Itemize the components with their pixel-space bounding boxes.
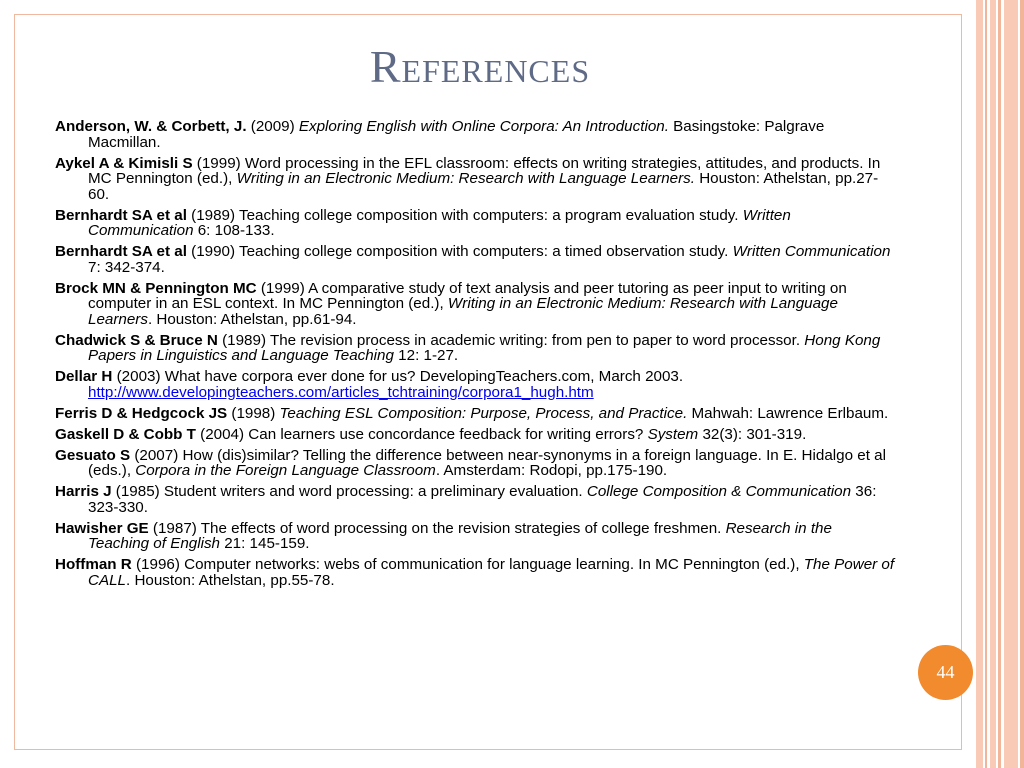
reference-title: Exploring English with Online Corpora: An Introduction.	[298, 118, 669, 135]
reference-author: Bernhardt SA et al	[55, 243, 187, 260]
stripe	[990, 0, 996, 768]
reference-text: 32(3): 301-319.	[698, 425, 807, 443]
reference-title: The Power of CALL	[88, 556, 895, 589]
reference-title: Hong Kong Papers in Linguistics and Language Teaching	[88, 331, 881, 364]
reference-author: Chadwick S & Bruce N	[55, 331, 218, 349]
reference-text: Houston: Athelstan, pp.27-60.	[88, 170, 879, 203]
reference-text: 36: 323-330.	[88, 483, 877, 516]
reference-text: (1987) The effects of word processing on the revision strategies of college freshmen.	[148, 519, 726, 537]
reference-title: Research in the Teaching of English	[88, 519, 832, 552]
reference-text: 7: 342-374.	[88, 258, 165, 276]
reference-link[interactable]: http://www.developingteachers.com/articles_tchtraining/corpora1_hugh.htm	[88, 383, 594, 401]
reference-entry	[55, 333, 895, 364]
stripe	[976, 0, 983, 768]
reference-entry	[55, 369, 895, 400]
reference-entry	[55, 244, 895, 275]
reference-entry	[55, 521, 895, 552]
reference-text: (1990) Teaching college composition with computers: a timed observation study.	[186, 243, 733, 260]
reference-entry	[55, 281, 895, 328]
reference-text: . Amsterdam: Rodopi, pp.175-190.	[435, 462, 668, 479]
reference-title: Writing in an Electronic Medium: Research with Language Learners.	[236, 170, 695, 187]
reference-title: Written Communication	[732, 243, 891, 260]
reference-text: . Houston: Athelstan, pp.61-94.	[147, 310, 357, 328]
slide-title: References	[369, 41, 591, 92]
reference-text: (1985) Student writers and word processing: a preliminary evaluation.	[111, 483, 587, 500]
reference-title: Writing in an Electronic Medium: Research with Language Learners	[88, 295, 838, 328]
reference-entry	[55, 427, 895, 443]
reference-text: . Houston: Athelstan, pp.55-78.	[126, 571, 335, 589]
reference-text: (2007) How (dis)similar? Telling the difference between near-synonyms in a foreign language. In E. Hidalgo et al (eds.),	[88, 446, 886, 479]
reference-title: Teaching ESL Composition: Purpose, Process, and Practice.	[279, 404, 688, 422]
reference-author: Hawisher GE	[55, 519, 149, 537]
reference-author: Brock MN & Pennington MC	[55, 279, 257, 297]
reference-text: (2009)	[246, 118, 299, 135]
reference-text: 6: 108-133.	[193, 222, 275, 239]
reference-text: 21: 145-159.	[220, 535, 310, 552]
reference-title: Corpora in the Foreign Language Classroom	[135, 462, 436, 479]
reference-author: Dellar H	[55, 368, 113, 385]
reference-text: (1989) Teaching college composition with computers: a program evaluation study.	[186, 206, 743, 224]
reference-text: 12: 1-27.	[393, 347, 459, 364]
stripe	[1020, 0, 1024, 768]
reference-title: Written Communication	[88, 206, 791, 239]
reference-text: (1996) Computer networks: webs of communication for language learning. In MC Pennington (ed.),	[131, 556, 804, 573]
reference-entry	[55, 406, 895, 422]
reference-author: Harris J	[55, 483, 112, 500]
reference-text: Mahwah: Lawrence Erlbaum.	[687, 404, 889, 422]
reference-entry	[55, 484, 895, 515]
reference-entry	[55, 557, 895, 588]
reference-text: (1998)	[227, 404, 280, 422]
reference-author: Ferris D & Hedgcock JS	[55, 404, 228, 422]
reference-author: Gaskell D & Cobb T	[55, 425, 196, 443]
reference-author: Gesuato S	[55, 446, 131, 464]
reference-title: System	[647, 425, 699, 443]
reference-entry	[55, 448, 895, 479]
reference-entry	[55, 208, 895, 239]
reference-text: (1989) The revision process in academic writing: from pen to paper to word processor.	[217, 331, 805, 349]
reference-author: Aykel A & Kimisli S	[55, 154, 193, 172]
reference-author: Anderson, W. & Corbett, J.	[55, 118, 247, 135]
stripe	[1004, 0, 1018, 768]
stripe	[998, 0, 1001, 768]
decorative-stripes	[976, 0, 1024, 768]
reference-author: Hoffman R	[55, 556, 132, 573]
reference-entry	[55, 119, 895, 150]
reference-text: (2003) What have corpora ever done for us? DevelopingTeachers.com, March 2003.	[112, 368, 684, 385]
reference-author: Bernhardt SA et al	[55, 206, 187, 224]
reference-entry	[55, 156, 895, 203]
page-number-badge: 44	[918, 645, 973, 700]
reference-list	[55, 119, 895, 594]
reference-text: (1999) A comparative study of text analysis and peer tutoring as peer input to writing on computer in an ESL context. In MC Pennington (ed.),	[88, 279, 847, 312]
reference-title: College Composition & Communication	[586, 483, 852, 500]
stripe	[985, 0, 987, 768]
reference-text: (2004) Can learners use concordance feedback for writing errors?	[195, 425, 648, 443]
reference-text: (1999) Word processing in the EFL classroom: effects on writing strategies, attitudes, and products. In MC Pennington (ed.),	[88, 154, 881, 187]
reference-text: Basingstoke: Palgrave Macmillan.	[88, 118, 825, 151]
